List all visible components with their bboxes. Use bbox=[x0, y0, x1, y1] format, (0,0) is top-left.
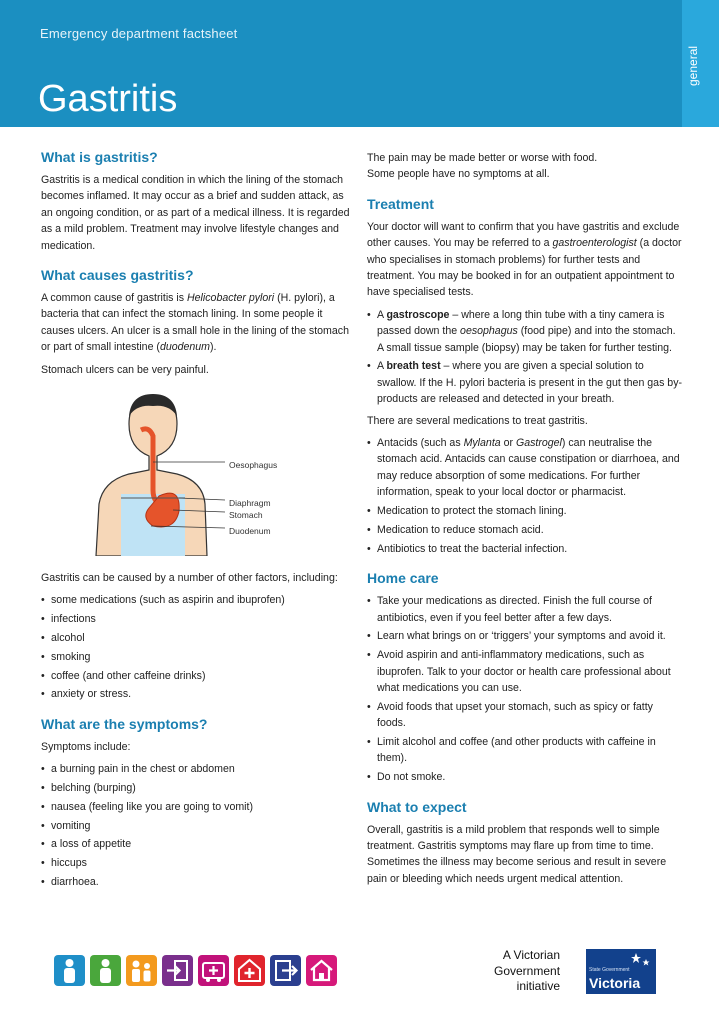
list-item: • Medication to reduce stomach acid. bbox=[367, 522, 683, 538]
what-is-text: Gastritis is a medical condition in which the lining of the stomach becomes inflamed. It may occur as a brief and sudden attack, as an ongoing condition, or as part of a medical illness. It is regarded as a mild problem. Treatment may involve lifestyle changes and medication. bbox=[41, 174, 350, 252]
list-item: • Take your medications as directed. Finish the full course of antibiotics, even if you feel better after a few days. bbox=[367, 593, 683, 626]
pain-food-text: The pain may be made better or worse with food. bbox=[367, 152, 598, 164]
list-item: • diarrhoea. bbox=[41, 874, 353, 890]
person-icon bbox=[54, 955, 85, 986]
category-tab bbox=[682, 0, 719, 127]
list-item: • Do not smoke. bbox=[367, 769, 683, 785]
enter-icon bbox=[162, 955, 193, 986]
digestive-diagram bbox=[41, 386, 353, 556]
initiative-line-2: Government bbox=[494, 963, 561, 978]
right-column bbox=[367, 150, 683, 893]
exit-icon bbox=[270, 955, 301, 986]
no-symptoms-text: Some people have no symptoms at all. bbox=[367, 168, 550, 181]
list-item: • A gastroscope – where a long thin tube with a tiny camera is passed down the oesophagus (food pipe) and into the stomach. A small tissue sample (biopsy) may be taken for further testing. bbox=[367, 307, 683, 356]
medications-intro: There are several medications to treat gastritis. bbox=[367, 414, 588, 427]
list-item: • infections bbox=[41, 611, 353, 627]
list-item: • a burning pain in the chest or abdomen bbox=[41, 761, 353, 777]
initiative-line-1: A Victorian bbox=[502, 948, 561, 962]
label-duodenum: Duodenum bbox=[229, 526, 271, 537]
home-icon bbox=[306, 955, 337, 986]
causes-text: A common cause of gastritis is Helicobacter pylori (H. pylori), a bacteria that can infect the stomach lining. In some people it causes ulcers. An ulcer is a small hole in the lining of the stomach or part of small intestine (duodenum). bbox=[41, 292, 349, 354]
tests-list bbox=[367, 307, 683, 408]
label-oesophagus: Oesophagus bbox=[229, 460, 278, 471]
medications-list bbox=[367, 435, 683, 557]
heading-causes: What causes gastritis? bbox=[41, 267, 194, 284]
hospital-icon bbox=[234, 955, 265, 986]
ulcers-text: Stomach ulcers can be very painful. bbox=[41, 363, 209, 376]
list-item: • Avoid foods that upset your stomach, such as spicy or fatty foods. bbox=[367, 699, 683, 732]
symptoms-list bbox=[41, 761, 353, 890]
list-item: • Antibiotics to treat the bacterial infection. bbox=[367, 541, 683, 557]
list-item: • Antacids (such as Mylanta or Gastrogel) can neutralise the stomach acid. Antacids can cause constipation or diarrhoea, and may reduce absorption of some medications. For further information, speak to your local doctor or pharmacist. bbox=[367, 435, 683, 501]
heading-what-to-expect: What to expect bbox=[367, 798, 467, 815]
logo-small-text: State Government bbox=[589, 967, 630, 973]
label-diaphragm: Diaphragm bbox=[229, 498, 271, 509]
initiative-line-3: initiative bbox=[516, 979, 561, 993]
victoria-logo bbox=[586, 949, 656, 994]
other-factors-text: Gastritis can be caused by a number of other factors, including: bbox=[41, 572, 338, 585]
family-icon bbox=[126, 955, 157, 986]
list-item: • some medications (such as aspirin and ibuprofen) bbox=[41, 592, 353, 608]
list-item: • hiccups bbox=[41, 855, 353, 871]
list-item: • nausea (feeling like you are going to vomit) bbox=[41, 799, 353, 815]
list-item: • smoking bbox=[41, 649, 353, 665]
left-column bbox=[41, 148, 353, 895]
heading-symptoms: What are the symptoms? bbox=[41, 715, 208, 732]
symptoms-intro: Symptoms include: bbox=[41, 740, 131, 753]
list-item: • Limit alcohol and coffee (and other products with caffeine in them). bbox=[367, 734, 683, 767]
page-title: Gastritis bbox=[38, 78, 178, 120]
heading-treatment: Treatment bbox=[367, 195, 434, 212]
treatment-text: Your doctor will want to confirm that you have gastritis and exclude other causes. You may be referred to a gastroenterologist (a doctor who specialises in stomach problems) for further tests and treatment. You may be booked in for an outpatient appointment to have specialised tests. bbox=[367, 220, 682, 299]
person-icon bbox=[90, 955, 121, 986]
logo-text: Victoria bbox=[589, 975, 641, 991]
list-item: • coffee (and other caffeine drinks) bbox=[41, 668, 353, 684]
list-item: • Learn what brings on or ‘triggers’ your symptoms and avoid it. bbox=[367, 628, 683, 644]
heading-what-is: What is gastritis? bbox=[41, 149, 158, 165]
torso-illustration bbox=[41, 386, 353, 556]
list-item: • Medication to protect the stomach lining. bbox=[367, 503, 683, 519]
expect-text: Overall, gastritis is a mild problem that responds well to simple treatment. Gastritis symptoms may flare up from time to time. Sometimes the illness may become serious and result in severe pain or bleeding which needs urgent medical attention. bbox=[367, 823, 667, 885]
list-item: • anxiety or stress. bbox=[41, 686, 353, 702]
government-initiative-text bbox=[494, 948, 560, 995]
list-item: • A breath test – where you are given a special solution to swallow. If the H. pylori bacteria is present in the gut then gas by-products are released and detected in your breath. bbox=[367, 358, 683, 407]
southern-cross-icon bbox=[586, 949, 656, 969]
causes-list bbox=[41, 592, 353, 702]
category-tab-label: general bbox=[686, 45, 700, 86]
list-item: • Avoid aspirin and anti-inflammatory medications, such as ibuprofen. Talk to your doctor or health care professional about what medications you can use. bbox=[367, 647, 683, 696]
list-item: • alcohol bbox=[41, 630, 353, 646]
factsheet-subtitle: Emergency department factsheet bbox=[40, 26, 238, 41]
list-item: • vomiting bbox=[41, 818, 353, 834]
page-header bbox=[0, 0, 719, 127]
home-care-list bbox=[367, 593, 683, 785]
list-item: • a loss of appetite bbox=[41, 836, 353, 852]
ambulance-icon bbox=[198, 955, 229, 986]
heading-home-care: Home care bbox=[367, 570, 439, 587]
list-item: • belching (burping) bbox=[41, 780, 353, 796]
label-stomach: Stomach bbox=[229, 510, 263, 521]
